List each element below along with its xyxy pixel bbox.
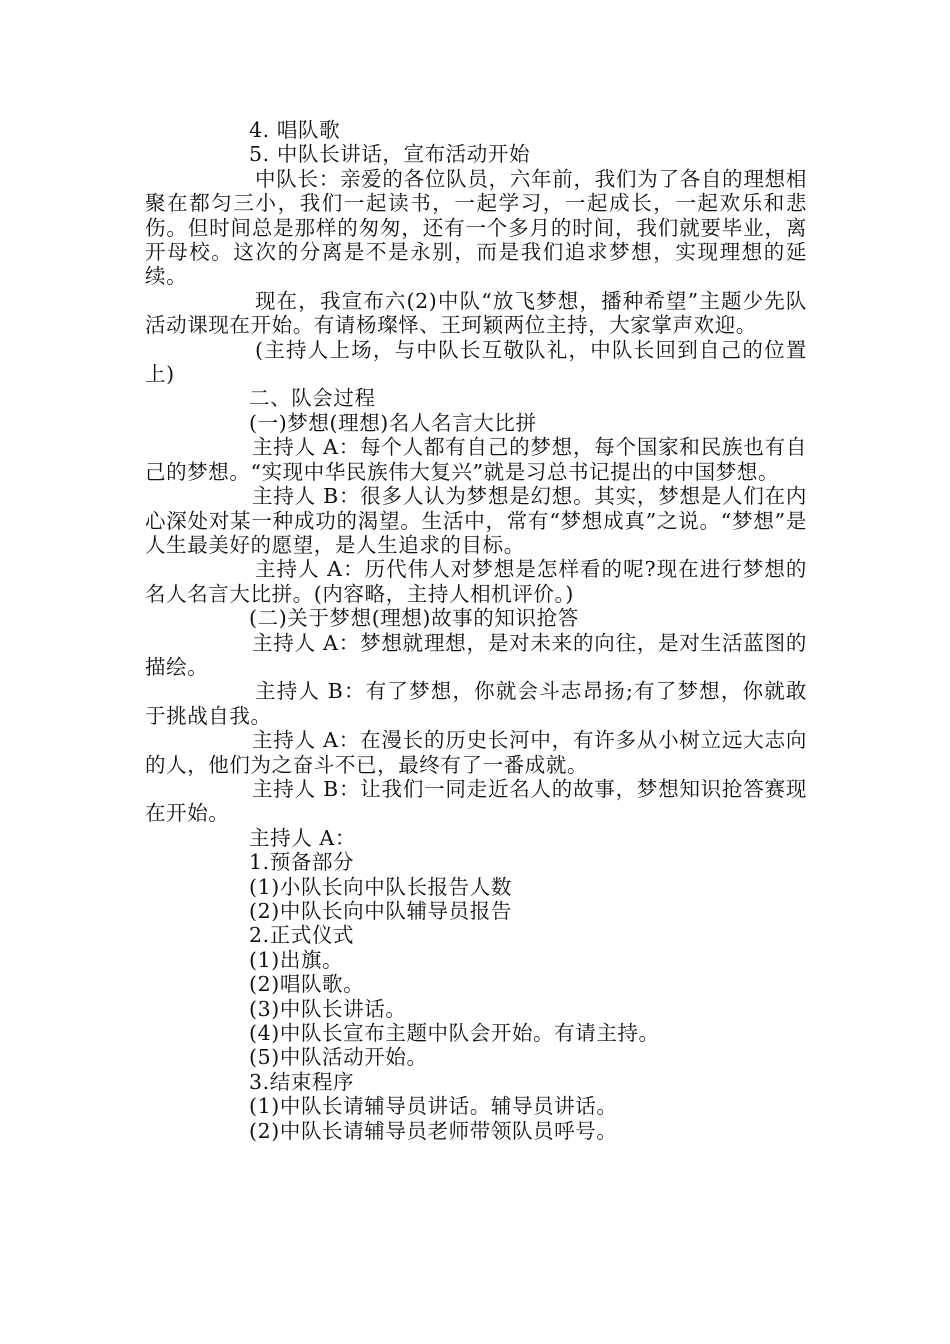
paragraph-stage-direction: (主持人上场，与中队长互敬队礼，中队长回到自己的位置上) [145,337,807,387]
paragraph-host-a-2: 主持人 A：历代伟人对梦想是怎样看的呢?现在进行梦想的名人名言大比拼。(内容略，主持人相机评价。) [145,557,807,606]
list-item-activity-start: (5)中队活动开始。 [249,1045,428,1070]
list-item-flag: (1)出旗。 [249,947,344,972]
section-heading-meeting-process: 二、队会过程 [249,386,376,411]
document-body [145,118,807,1143]
paragraph-host-a-4: 主持人 A：在漫长的历史长河中，有许多从小树立远大志向的人，他们为之奋斗不已，最终有了一番成就。 [145,728,807,777]
list-item-announce-start: (4)中队长宣布主题中队会开始。有请主持。 [249,1021,660,1046]
list-item-preparation: 1.预备部分 [249,850,355,875]
list-item-closing: 3.结束程序 [249,1069,355,1094]
paragraph-host-a-1: 主持人 A：每个人都有自己的梦想，每个国家和民族也有自己的梦想。“实现中华民族伟大复兴”就是习总书记提出的中国梦想。 [145,435,807,484]
list-item-host-a: 主持人 A： [249,825,356,850]
paragraph-host-b-1: 主持人 B：很多人认为梦想是幻想。其实，梦想是人们在内心深处对某一种成功的渴望。生活中，常有“梦想成真”之说。“梦想”是人生最美好的愿望，是人生追求的目标。 [145,484,807,557]
list-item-formal-ceremony: 2.正式仪式 [249,923,355,948]
paragraph-captain-address: 中队长：亲爱的各位队员，六年前，我们为了各自的理想相聚在都匀三小，我们一起读书，一起学习，一起成长，一起欢乐和悲伤。但时间总是那样的匆匆，还有一个多月的时间，我们就要毕业，离开母校。这次的分离是不是永别，而是我们追求梦想，实现理想的延续。 [145,166,807,289]
list-item-anthem: (2)唱队歌。 [249,972,365,997]
list-item-counselor-speech: (1)中队长请辅导员讲话。辅导员讲话。 [249,1094,618,1119]
list-item-slogan: (2)中队长请辅导员老师带领队员呼号。 [249,1118,618,1143]
subsection-heading-quotes: (一)梦想(理想)名人名言大比拼 [249,410,537,435]
list-item-report-counselor: (2)中队长向中队辅导员报告 [249,899,512,923]
paragraph-host-a-3: 主持人 A：梦想就理想，是对未来的向往，是对生活蓝图的描绘。 [145,630,807,679]
paragraph-host-b-3: 主持人 B：让我们一同走近名人的故事，梦想知识抢答赛现在开始。 [145,776,807,826]
list-item-captain-speech: 5. 中队长讲话，宣布活动开始 [249,142,531,167]
list-item-report-headcount: (1)小队长向中队长报告人数 [249,874,512,899]
paragraph-announcement: 现在，我宣布六(2)中队“放飞梦想，播种希望”主题少先队活动课现在开始。有请杨璨怿、王珂颖两位主持，大家掌声欢迎。 [145,288,807,338]
subsection-heading-quiz: (二)关于梦想(理想)故事的知识抢答 [249,606,579,631]
list-item-captain-talk: (3)中队长讲话。 [249,996,407,1021]
paragraph-host-b-2: 主持人 B：有了梦想，你就会斗志昂扬;有了梦想，你就敢于挑战自我。 [145,679,807,728]
list-item-sing-anthem: 4. 唱队歌 [249,118,341,142]
